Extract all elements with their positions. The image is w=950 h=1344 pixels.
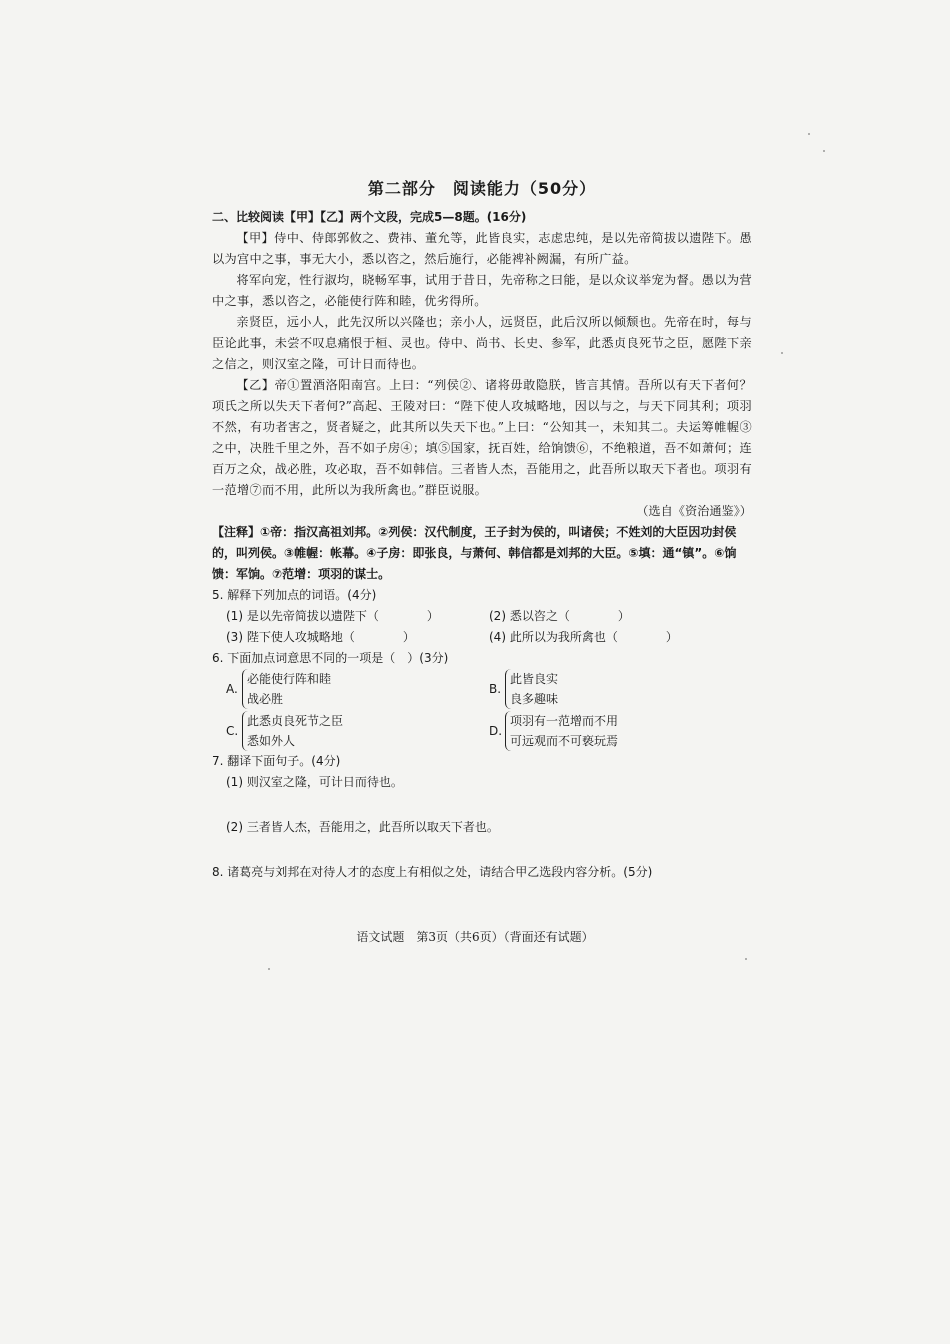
choice-c-line-1: 此悉贞良死节之臣: [247, 714, 344, 728]
annotation-notes: 【注释】①帝：指汉高祖刘邦。②列侯：汉代制度，王子封为侯的，叫诸侯；不姓刘的大臣因功封侯的，叫列侯。③帷幄：帐幕。④子房：即张良，与萧何、韩信都是刘邦的大臣。⑤填：通“镇”。⑥饷馈：军饷。⑦范增：项羽的谋士。: [212, 525, 737, 581]
passage-jia-p3: 亲贤臣，远小人，此先汉所以兴隆也；亲小人，远贤臣，此后汉所以倾颓也。先帝在时，每与臣论此事，未尝不叹息痛恨于桓、灵也。侍中、尚书、长史、参军，此悉贞良死节之臣，愿陛下亲之信之，则汉室之隆，可计日而待也。: [212, 315, 752, 371]
scan-speck: [781, 352, 783, 354]
question-5-item-3: (3) 陛下使人攻城略地（ ）: [226, 630, 415, 644]
question-7-sentence-1: (1) 则汉室之隆，可计日而待也。: [226, 775, 403, 789]
question-8-stem: 8. 诸葛亮与刘邦在对待人才的态度上有相似之处，请结合甲乙选段内容分析。(5分): [212, 865, 653, 879]
scan-speck: [268, 968, 270, 970]
choice-c: [226, 711, 489, 751]
choice-a-brace: [242, 669, 331, 709]
choice-d-letter: D.: [489, 723, 503, 738]
choice-c-brace: [242, 711, 343, 751]
question-7: [212, 751, 752, 862]
section-heading: 二、比较阅读【甲】【乙】两个文段，完成5—8题。(16分): [212, 210, 527, 224]
choice-c-letter: C.: [226, 723, 239, 738]
question-5-stem: 5. 解释下列加点的词语。(4分): [212, 588, 377, 602]
passage-yi: 【乙】帝①置酒洛阳南宫。上曰：“列侯②、诸将毋敢隐朕，皆言其情。吾所以有天下者何？项氏之所以失天下者何?”高起、王陵对曰：“陛下使人攻城略地，因以与之，与天下同其利；项羽不然，有功者害之，贤者疑之，此其所以失天下也。”上曰：“公知其一，未知其二。夫运筹帷幄③之中，决胜千里之外，吾不如子房④；填⑤国家，抚百姓，给饷馈⑥，不绝粮道，吾不如萧何；连百万之众，战必胜，攻必取，吾不如韩信。三者皆人杰，吾能用之，此吾所以取天下者也。项羽有一范增⑦而不用，此所以为我所禽也。”群臣说服。: [212, 378, 752, 497]
page-title: 第二部分 阅读能力（50分）: [367, 179, 597, 198]
question-6: [212, 648, 752, 751]
choice-a-letter: A.: [226, 681, 238, 696]
choice-b-letter: B.: [489, 681, 502, 696]
choice-c-line-2: 悉如外人: [247, 734, 296, 748]
passage-source: （选自《资治通鉴》）: [636, 504, 752, 518]
exam-page: [212, 178, 752, 883]
scan-speck: [808, 133, 810, 135]
scan-speck: [745, 958, 747, 960]
question-6-stem: 6. 下面加点词意思不同的一项是（ ）(3分): [212, 651, 449, 665]
question-5-item-4: (4) 此所以为我所禽也（ ）: [489, 630, 678, 644]
passage-jia-p2: 将军向宠，性行淑均，晓畅军事，试用于昔日，先帝称之曰能，是以众议举宠为督。愚以为营中之事，悉以咨之，必能使行阵和睦，优劣得所。: [212, 273, 752, 308]
choice-b: [489, 669, 752, 709]
passage-jia-p1: 【甲】侍中、侍郎郭攸之、费祎、董允等，此皆良实，志虑忠纯，是以先帝简拔以遗陛下。愚以为宫中之事，事无大小，悉以咨之，然后施行，必能裨补阙漏，有所广益。: [212, 231, 752, 266]
choice-b-line-1: 此皆良实: [510, 672, 559, 686]
page-footer: 语文试题 第3页（共6页）（背面还有试题）: [356, 930, 594, 944]
question-7-stem: 7. 翻译下面句子。(4分): [212, 754, 341, 768]
choice-d: [489, 711, 752, 751]
question-7-sentence-2: (2) 三者皆人杰，吾能用之，此吾所以取天下者也。: [226, 820, 499, 834]
choice-a-line-2: 战必胜: [247, 692, 284, 706]
choice-b-brace: [505, 669, 558, 709]
answer-space: [212, 793, 752, 817]
answer-space: [212, 838, 752, 862]
question-8: [212, 862, 752, 883]
choice-b-line-2: 良多趣味: [510, 692, 559, 706]
question-5: [212, 585, 752, 648]
question-5-item-2: (2) 悉以咨之（ ）: [489, 609, 630, 623]
question-5-item-1: (1) 是以先帝简拔以遗陛下（ ）: [226, 609, 439, 623]
choice-d-brace: [505, 711, 618, 751]
choice-d-line-2: 可远观而不可亵玩焉: [510, 734, 619, 748]
choice-d-line-1: 项羽有一范增而不用: [510, 714, 619, 728]
scan-speck: [823, 150, 825, 152]
choice-a: [226, 669, 489, 709]
choice-a-line-1: 必能使行阵和睦: [247, 672, 332, 686]
